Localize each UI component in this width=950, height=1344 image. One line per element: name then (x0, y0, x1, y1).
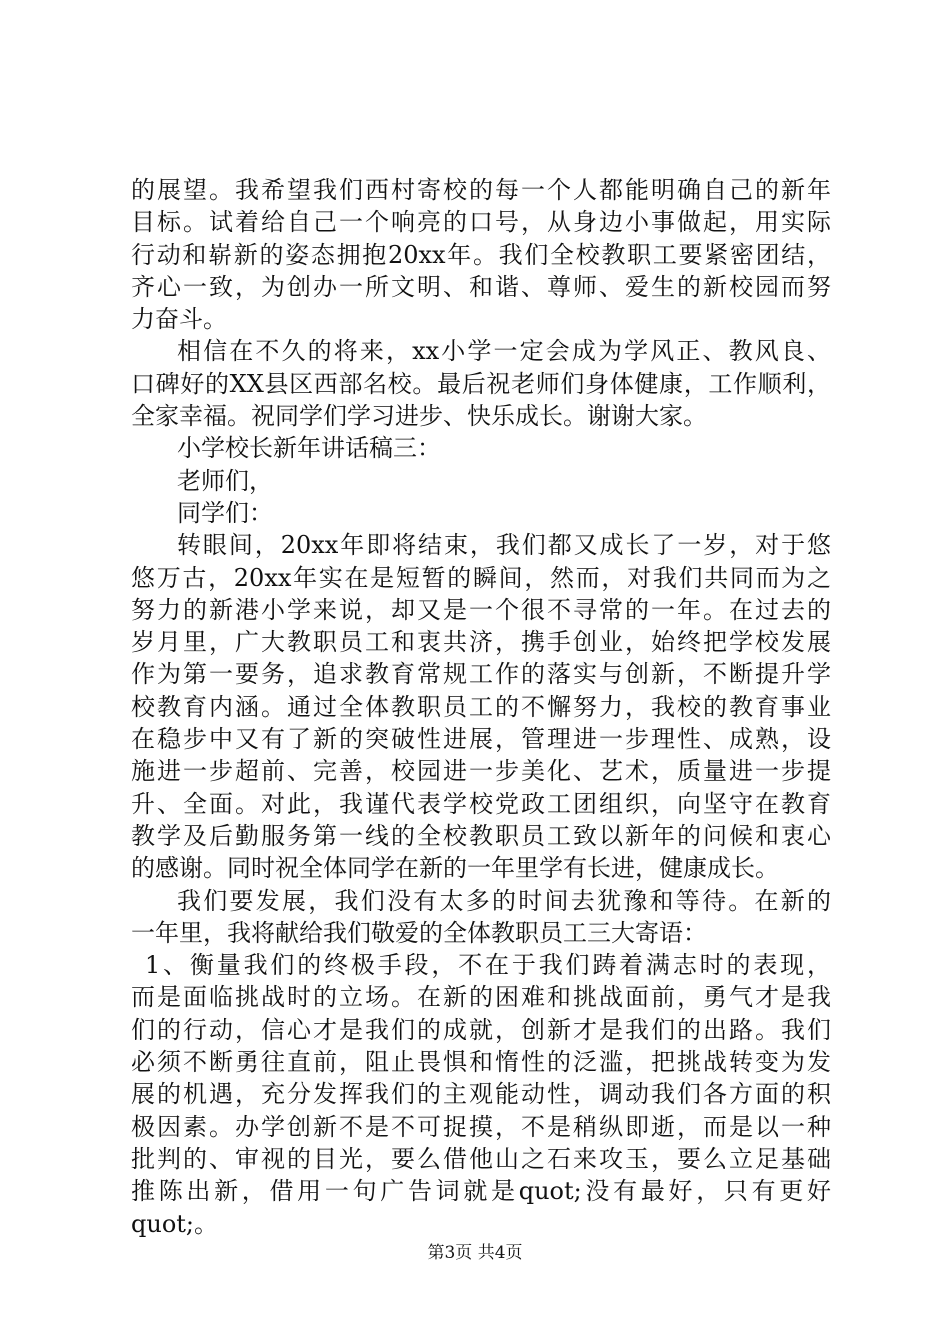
text-line: 目标。试着给自己一个响亮的口号，从身边小事做起，用实际 (131, 208, 831, 237)
text-line: 的感谢。同时祝全体同学在新的一年里学有长进，健康成长。 (131, 854, 779, 883)
text-line: 全家幸福。祝同学们学习进步、快乐成长。谢谢大家。 (131, 402, 707, 431)
text-line: 岁月里，广大教职员工和衷共济，携手创业，始终把学校发展 (131, 628, 831, 657)
text-line: 努力的新港小学来说，却又是一个很不寻常的一年。在过去的 (131, 595, 831, 624)
text-line: quot;。 (131, 1209, 218, 1238)
text-line: 极因素。办学创新不是不可捉摸，不是稍纵即逝，而是以一种 (131, 1112, 831, 1141)
text-line: 升、全面。对此，我谨代表学校党政工团组织，向坚守在教育 (131, 789, 831, 818)
text-line: 行动和崭新的姿态拥抱20xx年。我们全校教职工要紧密团结， (131, 240, 831, 269)
text-line: 力奋斗。 (131, 305, 227, 334)
document-body (131, 174, 831, 1240)
text-line: 齐心一致，为创办一所文明、和谐、尊师、爱生的新校园而努 (131, 272, 831, 301)
text-line: 们的行动，信心才是我们的成就，创新才是我们的出路。我们 (131, 1015, 831, 1044)
text-line: 而是面临挑战时的立场。在新的困难和挑战面前，勇气才是我 (131, 983, 831, 1012)
text-line: 悠万古，20xx年实在是短暂的瞬间，然而，对我们共同而为之 (131, 563, 831, 592)
text-line: 相信在不久的将来，xx小学一定会成为学风正、教风良、 (177, 337, 831, 366)
text-line: 校教育内涵。通过全体教职员工的不懈努力，我校的教育事业 (131, 692, 831, 721)
text-line: 作为第一要务，追求教育常规工作的落实与创新，不断提升学 (131, 660, 831, 689)
text-line: 必须不断勇往直前，阻止畏惧和惰性的泛滥，把挑战转变为发 (131, 1048, 831, 1077)
text-line: 1、衡量我们的终极手段，不在于我们踌着满志时的表现， (145, 951, 831, 980)
text-line: 口碑好的XX县区西部名校。最后祝老师们身体健康，工作顺利， (131, 369, 831, 398)
text-line: 的展望。我希望我们西村寄校的每一个人都能明确自己的新年 (131, 176, 831, 204)
text-line: 展的机遇，充分发挥我们的主观能动性，调动我们各方面的积 (131, 1080, 831, 1109)
text-line: 批判的、审视的目光，要么借他山之石来攻玉，要么立足基础 (131, 1144, 831, 1173)
text-line: 老师们， (177, 466, 273, 495)
text-line: 施进一步超前、完善，校园进一步美化、艺术，质量进一步提 (131, 757, 831, 786)
text-line: 同学们： (177, 498, 273, 527)
text-line: 转眼间，20xx年即将结束，我们都又成长了一岁，对于悠 (177, 531, 831, 560)
text-line: 小学校长新年讲话稿三： (177, 434, 441, 463)
page-footer: 第3页 共4页 (427, 1243, 523, 1263)
text-line: 一年里，我将献给我们敬爱的全体教职员工三大寄语： (131, 918, 707, 947)
text-line: 我们要发展，我们没有太多的时间去犹豫和等待。在新的 (177, 886, 831, 915)
text-line: 在稳步中又有了新的突破性进展，管理进一步理性、成熟，设 (131, 725, 831, 754)
text-line: 推陈出新，借用一句广告词就是quot;没有最好，只有更好 (131, 1177, 831, 1206)
text-line: 教学及后勤服务第一线的全校教职员工致以新年的问候和衷心 (131, 821, 831, 850)
